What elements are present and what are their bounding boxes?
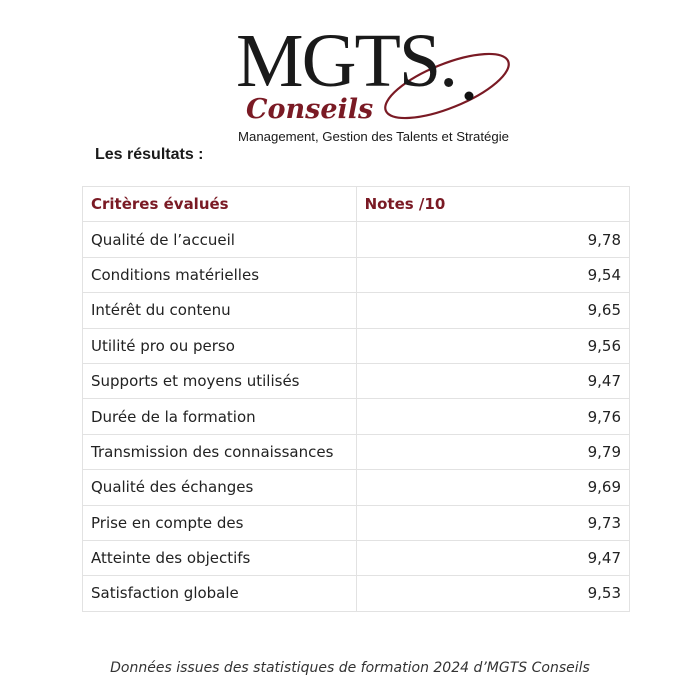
results-table	[82, 186, 630, 612]
table-row	[83, 257, 630, 292]
note-cell: 9,78	[356, 222, 629, 257]
critere-cell: Transmission des connaissances	[83, 434, 357, 469]
note-cell: 9,56	[356, 328, 629, 363]
note-cell: 9,53	[356, 576, 629, 611]
critere-cell: Prise en compte des	[83, 505, 357, 540]
table-row	[83, 293, 630, 328]
header-notes: Notes /10	[356, 187, 629, 222]
note-cell: 9,73	[356, 505, 629, 540]
logo-wordmark: MGTS.	[236, 19, 457, 103]
critere-cell: Intérêt du contenu	[83, 293, 357, 328]
section-title: Les résultats :	[95, 146, 204, 163]
table-row	[83, 399, 630, 434]
table-header-row	[83, 187, 630, 222]
note-cell: 9,47	[356, 363, 629, 398]
table-row	[83, 434, 630, 469]
critere-cell: Satisfaction globale	[83, 576, 357, 611]
note-cell: 9,79	[356, 434, 629, 469]
critere-cell: Conditions matérielles	[83, 257, 357, 292]
table-row	[83, 505, 630, 540]
table-row	[83, 470, 630, 505]
logo-tagline: Management, Gestion des Talents et Stratégie	[238, 129, 509, 144]
critere-cell: Qualité de l’accueil	[83, 222, 357, 257]
header-criteres: Critères évalués	[83, 187, 357, 222]
critere-cell: Atteinte des objectifs	[83, 540, 357, 575]
table-row	[83, 328, 630, 363]
table-row	[83, 222, 630, 257]
table-row	[83, 576, 630, 611]
mgts-logo	[232, 14, 522, 146]
critere-cell: Durée de la formation	[83, 399, 357, 434]
note-cell: 9,47	[356, 540, 629, 575]
table-row	[83, 540, 630, 575]
logo-dot	[465, 92, 474, 101]
critere-cell: Qualité des échanges	[83, 470, 357, 505]
note-cell: 9,69	[356, 470, 629, 505]
footnote: Données issues des statistiques de formation 2024 d’MGTS Conseils	[110, 660, 590, 676]
note-cell: 9,76	[356, 399, 629, 434]
note-cell: 9,65	[356, 293, 629, 328]
critere-cell: Utilité pro ou perso	[83, 328, 357, 363]
note-cell: 9,54	[356, 257, 629, 292]
table-row	[83, 363, 630, 398]
logo-subbrand: Conseils	[246, 94, 374, 125]
critere-cell: Supports et moyens utilisés	[83, 363, 357, 398]
